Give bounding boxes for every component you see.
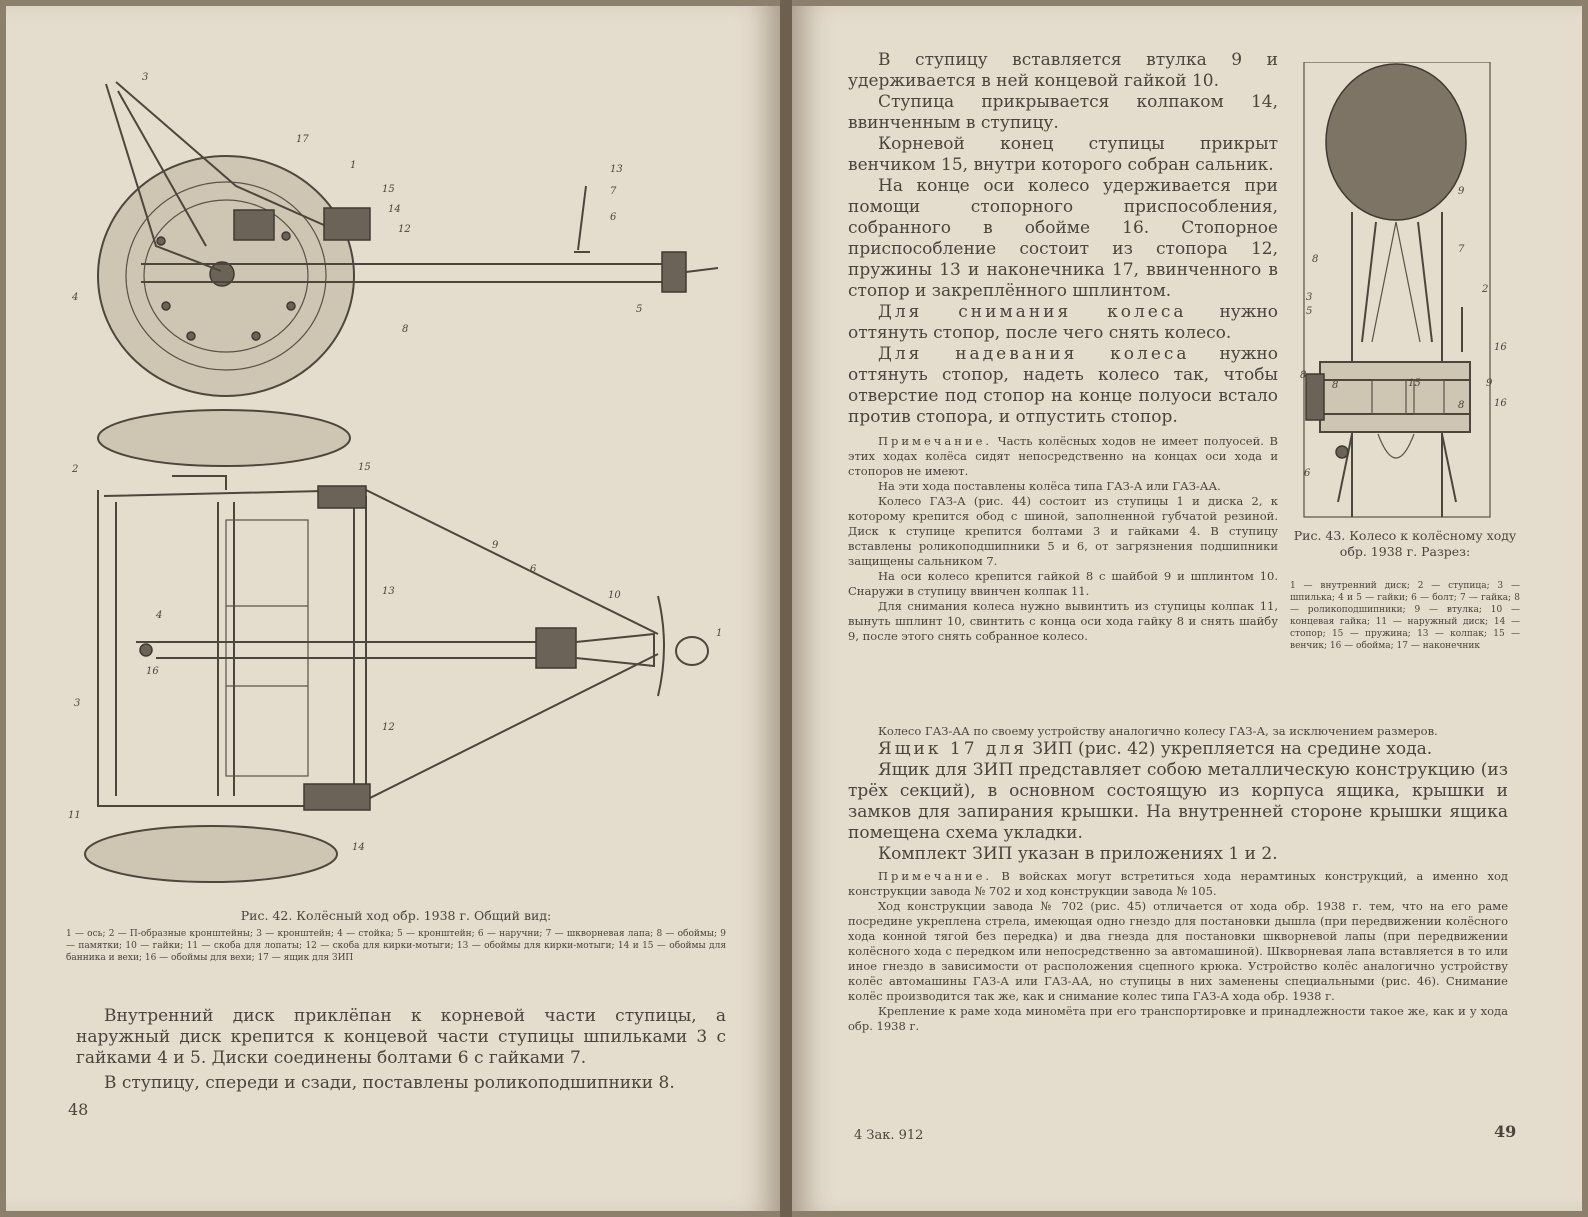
right-column-top	[848, 50, 1278, 644]
mount-text: нужно оттянуть стопор, надеть колесо так, чтобы отверстие под стопор на конце полуоси встало против стопора, и отпустить стопор.	[848, 344, 1278, 427]
box-description: Ящик для ЗИП представляет собою металлическую конструкцию (из трёх секций), в основном состоящую из корпуса ящика, крышки и замков для запирания крышки. На внутренней стороне крышки ящика помещена схема укладки.	[848, 760, 1508, 843]
box-text: ЗИП (рис. 42) укрепляется на средине хода.	[1032, 739, 1433, 759]
label: 6	[530, 564, 537, 575]
paragraph-stopper: На конце оси колесо удерживается при помощи стопорного приспособления, собранного в обойме 16. Стопорное приспособление состоит из стопора 12, пружины 13 и наконечника 17, ввинченного в стопор и закреплённого шплинтом.	[848, 176, 1278, 301]
label: 3	[74, 698, 81, 709]
label: 17	[296, 134, 309, 145]
note-1-heading: Примечание.	[878, 434, 993, 448]
note-2-heading: Примечание.	[878, 869, 993, 883]
label: 4	[156, 610, 163, 621]
note-1-b: На эти хода поставлены колёса типа ГАЗ-А или ГАЗ-АА.	[878, 479, 1221, 493]
box-heading: Ящик 17 для	[878, 739, 1027, 759]
label: 4	[72, 292, 79, 303]
label: 9	[1458, 186, 1465, 197]
gaz-a-paragraph-1: Колесо ГАЗ-А (рис. 44) состоит из ступицы 1 и диска 2, к которому крепится обод с шиной, заполненной губчатой резиной. Диск к ступице крепится болтами 3 и гайками 4. В ступицу вставлены роликоподшипники 5 и 6, от загрязнения подшипники защищены сальником 7.	[848, 494, 1278, 568]
label: 8	[1332, 380, 1339, 391]
wheel-bottom	[85, 826, 337, 882]
gaz-a-paragraph-3: Для снимания колеса нужно вывинтить из ступицы колпак 11, вынуть шплинт 10, свинтить с конца оси хода гайку 8 и снять шайбу 9, после этого снять собранное колесо.	[848, 599, 1278, 643]
figure-42-drawing	[6, 6, 780, 906]
label: 14	[388, 204, 401, 215]
removal-heading: Для снимания колеса	[878, 302, 1187, 322]
label: 14	[352, 842, 365, 853]
note-2-c: Крепление к раме хода миномёта при его транспортировке и принадлежности такое же, как и у хода обр. 1938 г.	[848, 1004, 1508, 1033]
note-1-text: Часть колёсных ходов не имеет полуосей. В этих ходах колёса сидят непосредственно на концах оси хода и стопоров не имеют.	[848, 434, 1278, 478]
mount-heading: Для надевания колеса	[878, 344, 1190, 364]
figure-43-drawing	[1292, 62, 1512, 522]
label: 15	[1408, 378, 1421, 389]
label: 15	[358, 462, 371, 473]
label: 8	[402, 324, 409, 335]
note-2-text: В войсках могут встретиться хода нерамтиных конструкций, а именно ход конструкции завода № 702 и ход конструкции завода № 105.	[848, 869, 1509, 898]
book-gutter	[780, 0, 792, 1217]
label: 1	[350, 160, 357, 171]
label: 7	[610, 186, 617, 197]
label: 9	[1486, 378, 1493, 389]
label: 8	[1312, 254, 1319, 265]
paragraph-hub-cap: Ступица прикрывается колпаком 14, ввинченным в ступицу.	[848, 92, 1278, 133]
label: 9	[492, 540, 499, 551]
label: 8	[1300, 370, 1307, 381]
wheel-top	[98, 410, 350, 466]
paragraph-root-end: Корневой конец ступицы прикрыт венчиком 15, внутри которого собран сальник.	[848, 134, 1278, 175]
gaz-a-paragraph-2: На оси колесо крепится гайкой 8 с шайбой 9 и шплинтом 10. Снаружи в ступицу ввинчен колпак 11.	[848, 569, 1278, 598]
removal-text: нужно оттянуть стопор, после чего снять колесо.	[848, 302, 1278, 343]
label: 16	[1494, 342, 1507, 353]
label: 10	[608, 590, 621, 601]
page-number-right: 49	[1494, 1122, 1517, 1141]
label: 3	[142, 72, 149, 83]
left-paragraph-1: Внутренний диск приклёпан к корневой части ступицы, а наружный диск крепится к концевой части ступицы шпильками 3 с гайками 4 и 5. Диски соединены болтами 6 с гайками 7.	[76, 1006, 726, 1068]
label: 1	[716, 628, 723, 639]
note-2-b: Ход конструкции завода № 702 (рис. 45) отличается от хода обр. 1938 г. тем, что на его раме посредине укреплена стрела, имеющая одно гнездо для постановки дышла (при передвижении колёсного хода конной тягой без передка) и два гнезда для постановки шкворневой лапы (при передвижении колёсного хода с передком или непосредственно за автомашиной). Шкворневая лапа вставляется в то или иное гнездо в зависимости от расположения сцепного крюка. Устройство колёс аналогично устройству колёс автомашины ГАЗ-А или ГАЗ-АА, но ступицы в них заменены специальными (рис. 46). Снимание колёс производится так же, как и снимание колес типа ГАЗ-А хода обр. 1938 г.	[848, 899, 1508, 1003]
label: 3	[1306, 292, 1313, 303]
zip-kit-paragraph: Комплект ЗИП указан в приложениях 1 и 2.	[878, 844, 1278, 864]
paragraph-hub-bushing: В ступицу вставляется втулка 9 и удерживается в ней концевой гайкой 10.	[848, 50, 1278, 91]
gaz-aa-paragraph: Колесо ГАЗ-АА по своему устройству аналогично колесу ГАЗ-А, за исключением размеров.	[878, 724, 1438, 738]
label: 16	[1494, 398, 1507, 409]
print-signature: 4 Зак. 912	[854, 1128, 924, 1143]
label: 12	[398, 224, 411, 235]
label: 5	[636, 304, 643, 315]
label: 13	[610, 164, 623, 175]
left-page	[6, 6, 780, 1211]
label: 11	[68, 810, 81, 821]
label: 2	[1482, 284, 1489, 295]
label: 6	[610, 212, 617, 223]
label: 2	[72, 464, 79, 475]
figure-43-caption: Рис. 43. Колесо к колёсному ходу обр. 1938 г. Разрез:	[1293, 528, 1517, 559]
label: 8	[1458, 400, 1465, 411]
left-paragraph-2: В ступицу, спереди и сзади, поставлены роликоподшипники 8.	[104, 1073, 675, 1093]
label: 6	[1304, 468, 1311, 479]
page-number-left: 48	[68, 1100, 89, 1119]
figure-42-caption: Рис. 42. Колёсный ход обр. 1938 г. Общий вид:	[240, 908, 552, 923]
right-column-bottom	[848, 724, 1508, 1034]
label: 5	[1306, 306, 1313, 317]
label: 12	[382, 722, 395, 733]
label: 16	[146, 666, 159, 677]
label: 7	[1458, 244, 1465, 255]
figure-43-legend: 1 — внутренний диск; 2 — ступица; 3 — шпилька; 4 и 5 — гайки; 6 — болт; 7 — гайка; 8 — роликоподшипники; 9 — втулка; 10 — концевая гайка; 11 — наружный диск; 14 — стопор; 15 — пружина; 13 — колпак; 15 — венчик; 16 — обойма; 17 — наконечник	[1290, 581, 1520, 651]
figure-42-legend: 1 — ось; 2 — П-образные кронштейны; 3 — кронштейн; 4 — стойка; 5 — кронштейн; 6 — наручни; 7 — шкворневая лапа; 8 — обоймы; 9 — памятки; 10 — гайки; 11 — скоба для лопаты; 12 — скоба для кирки-мотыги; 13 — обоймы для кирки-мотыги; 14 и 15 — обоймы для банника и вехи; 16 — обоймы для вехи; 17 — ящик для ЗИП	[66, 929, 726, 963]
label: 15	[382, 184, 395, 195]
label: 13	[382, 586, 395, 597]
right-page	[792, 6, 1582, 1211]
